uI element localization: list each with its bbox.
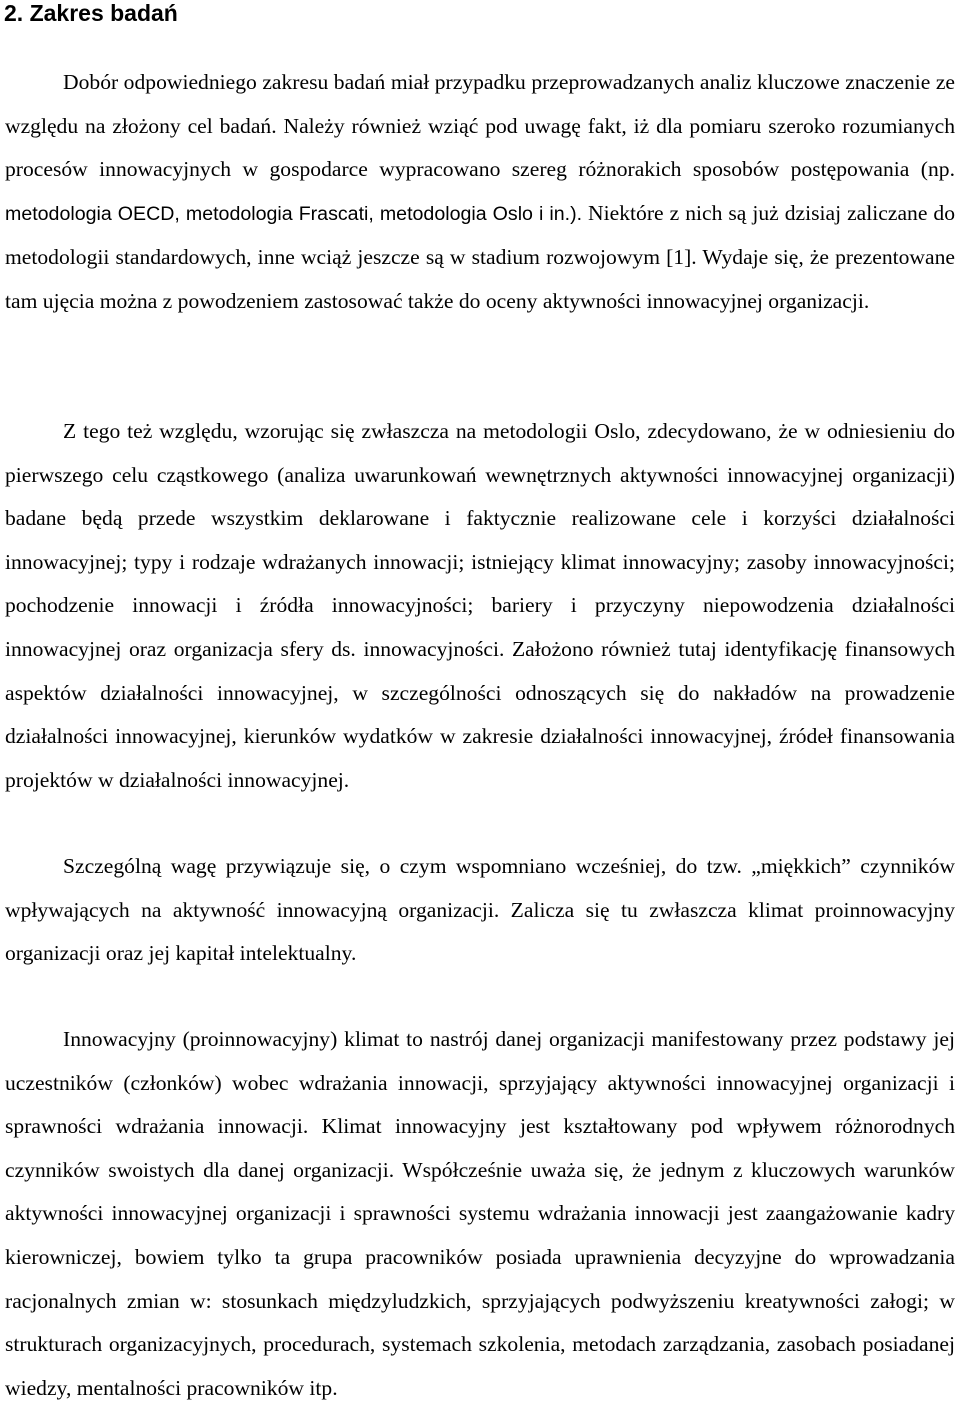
paragraph-text: Z tego też względu, wzorując się zwłaszcza na metodologii Oslo, zdecydowano, że w odniesieniu do pierwszego celu cząstkowego (analiza uwarunkowań wewnętrznych aktywności innowacyjnej organizacji) badane będą przede wszystkim deklarowane i faktycznie realizowane cele i korzyści działalności innowacyjnej; typy i rodzaje wdrażanych innowacji; istniejący klimat innowacyjny; zasoby innowacyjności; pochodzenie innowacji i źródła innowacyjności; bariery i przyczyny niepowodzenia działalności innowacyjnej oraz organizacja sfery ds. innowacyjności. Założono również tutaj identyfikację finansowych aspektów działalności innowacyjnej, w szczególności odnoszących się do nakładów na prowadzenie działalności innowacyjnej, kierunków wydatków w zakresie działalności innowacyjnej, źródeł finansowania projektów w działalności innowacyjnej. (5, 419, 955, 792)
paragraph-text: Innowacyjny (proinnowacyjny) klimat to nastrój danej organizacji manifestowany przez podstawy jej uczestników (członków) wobec wdrażania innowacji, sprzyjający aktywności innowacyjnej organizacji i sprawności wdrażania innowacji. Klimat innowacyjny jest kształtowany pod wpływem różnorodnych czynników swoistych dla danej organizacji. Współcześnie uważa się, że jednym z kluczowych warunków aktywności innowacyjnej organizacji i sprawności systemu wdrażania innowacji jest zaangażowanie kadry kierowniczej, bowiem tylko ta grupa pracowników posiada uprawnienia decyzyjne do wprowadzania racjonalnych zmian w: stosunkach międzyludzkich, sprzyjających podwyższeniu kreatywności załogi; w strukturach organizacyjnych, procedurach, systemach szkolenia, metodach zarządzania, zasobach posiadanej wiedzy, mentalności pracowników itp. (5, 1027, 955, 1400)
paragraph (5, 61, 955, 324)
paragraph-text: Szczególną wagę przywiązuje się, o czym wspomniano wcześniej, do tzw. „miękkich” czynników wpływających na aktywność innowacyjną organizacji. Zalicza się tu zwłaszcza klimat proinnowacyjny organizacji oraz jej kapitał intelektualny. (5, 854, 955, 966)
paragraph (5, 410, 955, 802)
paragraph (5, 845, 955, 976)
paragraph (5, 1018, 955, 1410)
paragraph-text: Dobór odpowiedniego zakresu badań miał przypadku przeprowadzanych analiz kluczowe znaczenie ze względu na złożony cel badań. Należy również wziąć pod uwagę fakt, iż dla pomiaru szeroko rozumianych procesów innowacyjnych w gospodarce wypracowano szereg różnorakich sposobów postępowania (np. (5, 70, 955, 182)
methodology-list-text: metodologia OECD, metodologia Frascati, metodologia Oslo i in.). (5, 202, 583, 225)
section-heading: 2. Zakres badań (4, 0, 178, 26)
paragraph-text: Niektóre z nich są już dzisiaj zaliczane do metodologii standardowych, inne wciąż jeszcze są w stadium rozwojowym [1]. Wydaje się, że prezentowane tam ujęcia można z powodzeniem zastosować także do oceny aktywności innowacyjnej organizacji. (5, 200, 955, 313)
